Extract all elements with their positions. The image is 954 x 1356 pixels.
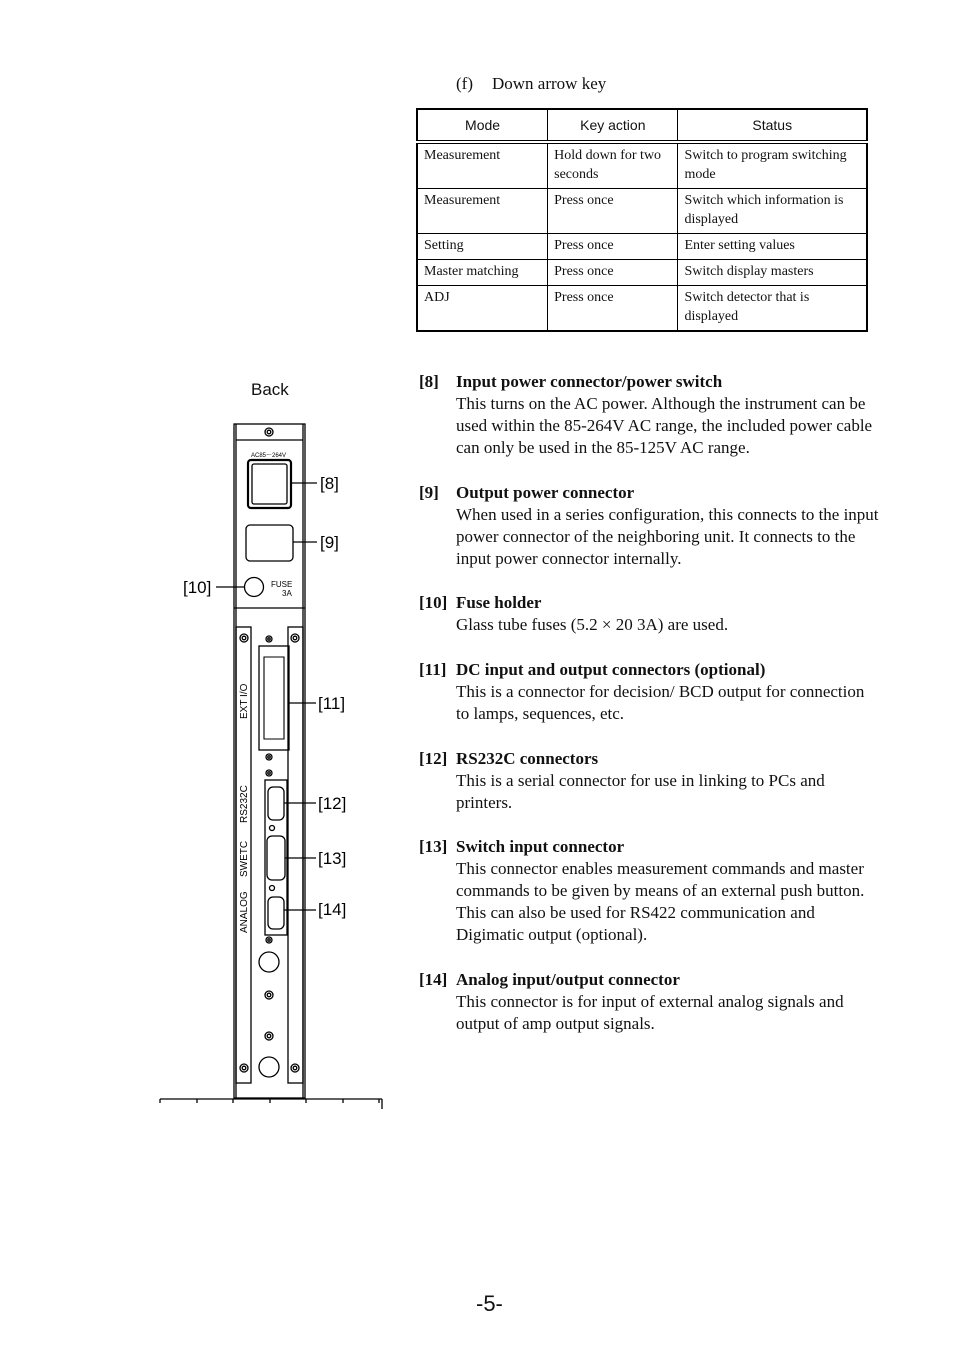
item-body: Glass tube fuses (5.2 × 20 3A) are used.: [456, 615, 729, 634]
table-header-row: [417, 109, 867, 142]
cell-status: Switch which information is displayed: [678, 189, 867, 234]
item-title: Output power connector: [456, 483, 635, 502]
item-number: [13]: [419, 837, 448, 856]
item-14: [419, 969, 879, 1035]
item-12: [419, 748, 879, 814]
table-heading: [456, 74, 606, 94]
table-row: [417, 189, 867, 234]
header-key-action: Key action: [548, 109, 678, 142]
output-power-connector: [246, 525, 293, 561]
table-row: [417, 286, 867, 332]
cell-key-action: Press once: [548, 286, 678, 332]
port-label-ext-io: EXT I/O: [239, 683, 250, 719]
callout-13: [13]: [318, 849, 347, 868]
item-heading: [419, 748, 879, 770]
item-heading: [419, 659, 879, 681]
page-number: -5-: [476, 1291, 503, 1316]
item-body: This connector enables measurement commands and master commands to be given by means of an external push button. This can also be used for RS422 communication and Digimatic output (optional).: [456, 859, 865, 944]
item-number: [14]: [419, 970, 448, 989]
fuse-rating-label: 3A: [282, 589, 292, 598]
table-row: [417, 234, 867, 260]
item-body: When used in a series configuration, this connects to the input power connector of the neighboring unit. It connects to the input power connector internally.: [456, 505, 879, 568]
figure-title: Back: [251, 380, 289, 399]
cell-mode: Measurement: [417, 142, 548, 189]
item-title: DC input and output connectors (optional): [456, 660, 766, 679]
cell-mode: ADJ: [417, 286, 548, 332]
cell-key-action: Hold down for two seconds: [548, 142, 678, 189]
switch-input-connector: [267, 836, 285, 880]
item-number: [12]: [419, 749, 448, 768]
ac-range-label: AC85～264V: [251, 453, 287, 459]
callout-8: [8]: [320, 474, 339, 493]
item-title: Switch input connector: [456, 837, 625, 856]
item-heading: [419, 836, 879, 858]
port-label-analog: ANALOG: [239, 891, 250, 933]
cell-status: Switch display masters: [678, 260, 867, 286]
cell-key-action: Press once: [548, 189, 678, 234]
callout-12: [12]: [318, 794, 347, 813]
item-title: Fuse holder: [456, 593, 542, 612]
item-heading: [419, 969, 879, 991]
cell-status: Enter setting values: [678, 234, 867, 260]
item-title: Analog input/output connector: [456, 970, 680, 989]
item-heading: [419, 592, 879, 614]
cell-mode: Master matching: [417, 260, 548, 286]
item-heading: [419, 371, 879, 393]
fuse-holder-icon: [245, 578, 264, 597]
top-screw-icon: [265, 428, 273, 436]
item-number: [10]: [419, 593, 448, 612]
down-arrow-key-table: [416, 108, 868, 332]
analog-connector: [268, 897, 284, 929]
item-13: [419, 836, 879, 946]
cell-key-action: Press once: [548, 234, 678, 260]
callout-9: [9]: [320, 533, 339, 552]
item-body: This turns on the AC power. Although the instrument can be used within the 85-264V AC range, the included power cable can only be used in the 85-125V AC range.: [456, 394, 873, 457]
table-heading-text: Down arrow key: [492, 74, 607, 93]
item-number: [8]: [419, 372, 439, 391]
callout-14: [14]: [318, 900, 347, 919]
item-number: [11]: [419, 660, 447, 679]
item-body: This connector is for input of external analog signals and output of amp output signals.: [456, 992, 844, 1033]
header-status: Status: [678, 109, 867, 142]
rs232c-connector: [268, 787, 284, 820]
table-heading-number: (f): [456, 74, 473, 93]
port-label-swetc: SWETC: [239, 840, 250, 877]
item-9: [419, 482, 879, 570]
item-title: RS232C connectors: [456, 749, 599, 768]
item-title: Input power connector/power switch: [456, 372, 723, 391]
cell-key-action: Press once: [548, 260, 678, 286]
cell-mode: Setting: [417, 234, 548, 260]
table-row: [417, 260, 867, 286]
header-mode: Mode: [417, 109, 548, 142]
item-heading: [419, 482, 879, 504]
cell-mode: Measurement: [417, 189, 548, 234]
cell-status: Switch to program switching mode: [678, 142, 867, 189]
callout-11: [11]: [318, 694, 346, 713]
callout-10: [10]: [183, 578, 212, 597]
cell-status: Switch detector that is displayed: [678, 286, 867, 332]
item-8: [419, 371, 879, 459]
item-body: This is a connector for decision/ BCD output for connection to lamps, sequences, etc.: [456, 682, 865, 723]
item-number: [9]: [419, 483, 439, 502]
back-panel-diagram: [0, 0, 420, 1120]
item-body: This is a serial connector for use in linking to PCs and printers.: [456, 771, 825, 812]
item-10: [419, 592, 879, 636]
table-row: [417, 142, 867, 189]
ac-inlet-connector: [248, 460, 291, 508]
item-11: [419, 659, 879, 725]
fuse-label: FUSE: [271, 580, 293, 589]
port-label-rs232c: RS232C: [239, 785, 250, 823]
